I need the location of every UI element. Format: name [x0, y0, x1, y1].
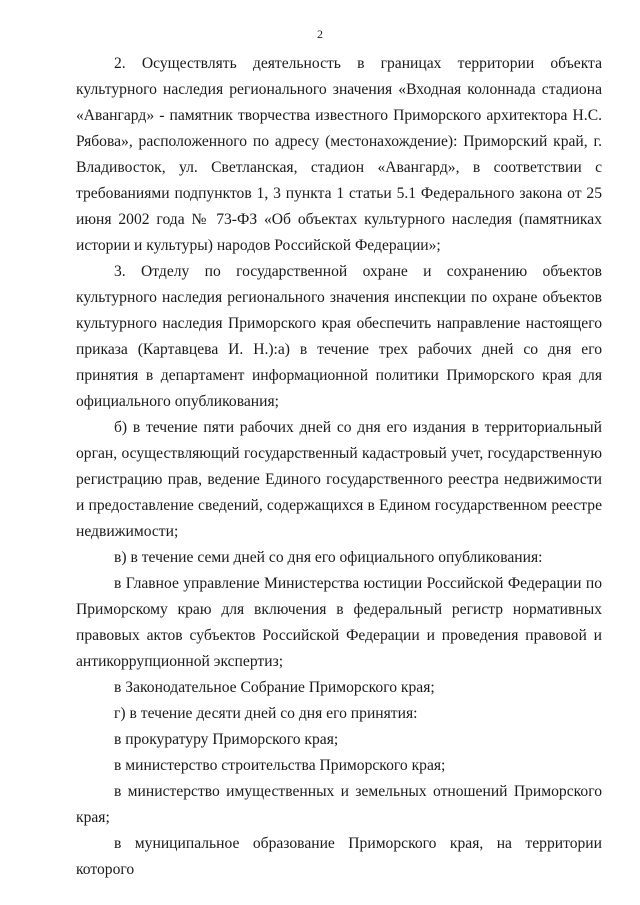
page-number: 2	[317, 27, 323, 41]
paragraph-subitem-g: г) в течение десяти дней со дня его принятия:	[114, 705, 418, 722]
paragraph-subitem-v: в) в течение семи дней со дня его официального опубликования:	[114, 549, 543, 566]
paragraph-subitem-b: б) в течение пяти рабочих дней со дня его издания в территориальный орган, осуществляющий государственный кадастровый учет, государственную регистрацию прав, ведение Единого государственного реестра недвижимости и предоставление сведений, содержащихся в Едином государственном реестре недвижимости;	[76, 419, 602, 540]
paragraph-recipient-construction: в министерство строительства Приморского края;	[114, 757, 446, 774]
paragraph-recipient-assembly: в Законодательное Собрание Приморского края;	[114, 679, 435, 696]
paragraph-recipient-municipality: в муниципальное образование Приморского края, на территории которого	[76, 835, 602, 878]
paragraph-recipient-prosecutor: в прокуратуру Приморского края;	[114, 731, 339, 748]
paragraph-item-3: 3. Отделу по государственной охране и сохранению объектов культурного наследия регионального значения инспекции по охране объектов культурного наследия Приморского края обеспечить направление настоящего приказа (Картавцева И. Н.):а) в течение трех рабочих дней со дня его принятия в департамент информационной политики Приморского края для официального опубликования;	[76, 263, 602, 410]
paragraph-item-2: 2. Осуществлять деятельность в границах территории объекта культурного наследия регионального значения «Входная колоннада стадиона «Авангард» - памятник творчества известного Приморского архитектора Н.С. Рябова», расположенного по адресу (местонахождение): Приморский край, г. Владивосток, ул. Светланская, стадион «Авангард», в соответствии с требованиями подпунктов 1, 3 пункта 1 статьи 5.1 Федерального закона от 25 июня 2002 года № 73-ФЗ «Об объектах культурного наследия (памятниках истории и культуры) народов Российской Федерации»;	[76, 55, 602, 254]
document-body	[76, 51, 602, 883]
paragraph-recipient-justice: в Главное управление Министерства юстиции Российской Федерации по Приморскому краю для включения в федеральный регистр нормативных правовых актов субъектов Российской Федерации и проведения правовой и антикоррупционной экспертиз;	[76, 575, 602, 670]
paragraph-recipient-property: в министерство имущественных и земельных отношений Приморского края;	[76, 783, 602, 826]
